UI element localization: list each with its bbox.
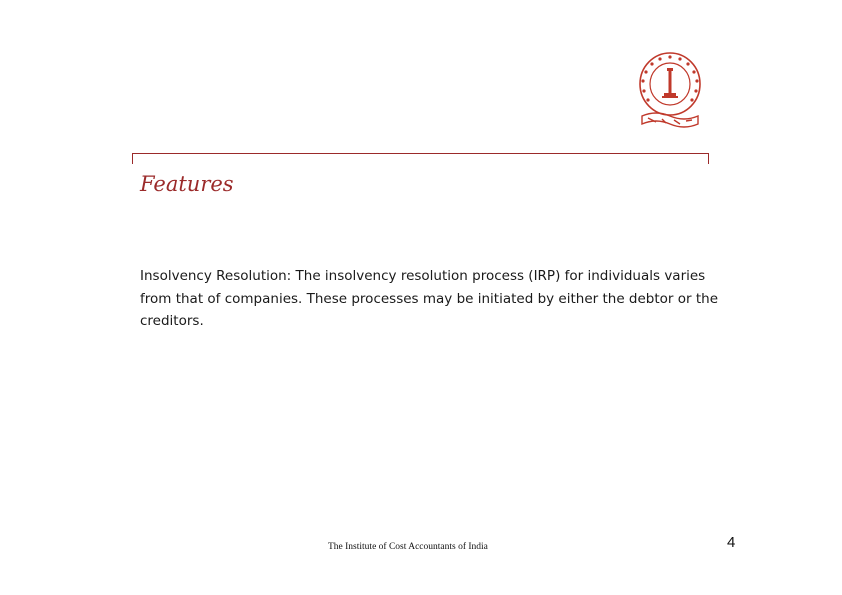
title-rule [132,153,709,154]
slide-title: Features [140,172,234,196]
slide-body-text: Insolvency Resolution: The insolvency resolution process (IRP) for individuals varies from that of companies. These processes may be initiated by either the debtor or the creditors. [140,268,719,329]
page-number: 4 [727,534,736,551]
icai-logo [636,50,704,136]
title-rule-left-tick [132,153,133,164]
footer-text: The Institute of Cost Accountants of India [328,542,488,552]
icai-seal-icon [636,50,704,136]
title-rule-right-tick [708,153,709,164]
